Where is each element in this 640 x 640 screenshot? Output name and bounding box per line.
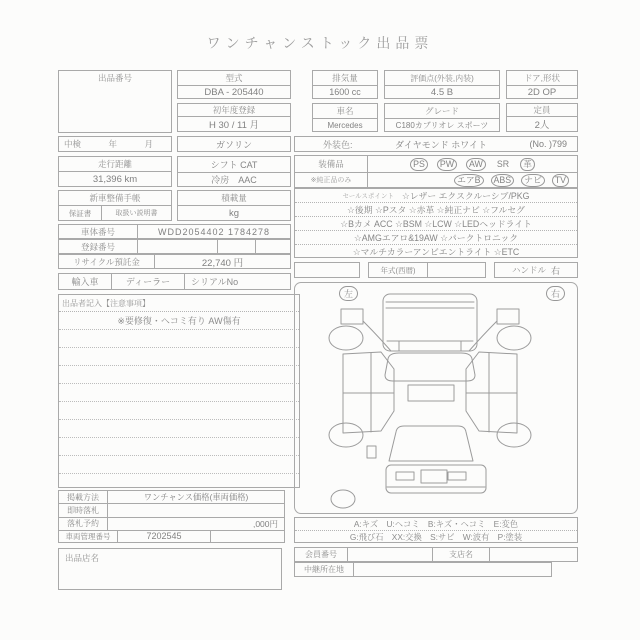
equipment-item-革: 革 [520, 158, 535, 171]
note-line [59, 456, 299, 474]
management-number-label: 車両管理番号 [59, 531, 118, 542]
evaluation-field [384, 70, 500, 99]
diagram-right-marker: 右 [546, 286, 565, 301]
maintenance-book-field [58, 190, 172, 221]
vin-label: 車体番号 [59, 225, 138, 238]
steering-value: 右 [551, 265, 561, 276]
door-shape-label: ドア,形状 [507, 71, 577, 86]
sales-point-line: ☆AMGエアロ&19AW ☆パークトロニック [295, 231, 577, 245]
branch-name-value [490, 548, 577, 561]
inspection-month-label: 月 [144, 139, 153, 149]
seller-notes-line: ※要修復・ヘコミ有り AW傷有 [59, 312, 299, 330]
sales-point-line: ☆後期 ☆Pスタ ☆赤革 ☆純正ナビ ☆フルセグ [295, 203, 577, 217]
model-year-field [368, 262, 486, 278]
management-number-extra-cell [211, 531, 284, 542]
exhibit-number-label: 出品番号 [97, 73, 132, 83]
recycle-deposit-row [58, 254, 291, 269]
load-capacity-field [177, 190, 291, 221]
vin-value: WDD2054402 1784278 [157, 226, 271, 237]
page-title: ワンチャンストック出品票 [206, 35, 434, 51]
grade-field [384, 103, 500, 132]
equipment-item-SR: SR [496, 158, 510, 169]
door-shape-value: 2D OP [527, 86, 557, 98]
model-year-label: 年式(西暦) [369, 263, 428, 277]
windshield [385, 353, 475, 381]
damage-legend-line-1: A:キズ U:ヘコミ B:キズ・ヘコミ E:変色 [295, 518, 577, 531]
registration-cell-3 [256, 240, 290, 253]
member-number-label: 会員番号 [295, 548, 348, 561]
exhibit-number-box [58, 70, 172, 133]
equipment-row-2 [368, 173, 577, 187]
exterior-color-row [294, 136, 578, 152]
note-line [59, 402, 299, 420]
first-registration-field [177, 103, 291, 132]
note-line [59, 366, 299, 384]
model-year-value [428, 263, 485, 277]
instant-bid-value [108, 504, 284, 516]
note-line [59, 384, 299, 402]
shift-ac-field [177, 156, 291, 187]
vin-row [58, 224, 291, 239]
bid-reserve-label: 落札予約 [59, 518, 108, 530]
car-name-field [312, 103, 378, 132]
seller-notes-header: 出品者記入【注意事項】 [59, 295, 299, 312]
sales-point-line-1 [295, 189, 577, 203]
load-capacity-value: kg [228, 207, 240, 219]
damage-legend-line-2: G:飛び石 XX:交換 S:サビ W:波有 P:塗装 [349, 532, 523, 542]
right-mirror [497, 309, 519, 324]
sales-points-box [294, 188, 578, 258]
right-tail-light [448, 472, 466, 480]
steering-field [494, 262, 578, 278]
steering-label: ハンドル [511, 265, 546, 275]
mileage-label: 走行距離 [59, 157, 171, 172]
car-name-value: Mercedes [327, 120, 363, 130]
fuel-value: ガソリン [215, 139, 252, 150]
ac-value: 冷房 AAC [211, 175, 257, 185]
model-code-label: 型式 [178, 71, 290, 86]
registration-cell-1 [138, 240, 218, 253]
mileage-field [58, 156, 172, 187]
rear-panel [386, 465, 486, 493]
model-code-value: DBA - 205440 [204, 86, 264, 98]
note-line [59, 438, 299, 456]
model-code-field [177, 70, 291, 99]
branch-name-label: 支店名 [433, 548, 490, 561]
management-number-value: 7202545 [118, 531, 211, 542]
equipment-item-AW: AW [466, 158, 486, 171]
car-name-label: 車名 [313, 104, 377, 119]
note-line [59, 474, 299, 487]
note-line [59, 330, 299, 348]
recycle-deposit-value: 22,740 円 [201, 257, 244, 269]
manual-label: 取扱い説明書 [115, 210, 158, 217]
year-blank-box [294, 262, 360, 278]
exterior-color-number: (No. )799 [529, 139, 567, 149]
evaluation-value: 4.5 B [430, 86, 454, 98]
front-left-wheel [329, 326, 363, 350]
spare-circle [331, 490, 355, 508]
relay-location-label: 中継所在地 [295, 563, 354, 576]
import-row [58, 273, 291, 290]
equipment-item-PS: PS [410, 158, 428, 171]
listing-method-table [58, 490, 285, 543]
left-mirror [341, 309, 363, 324]
equipment-item-TV: TV [552, 174, 569, 187]
inspection-year-label: 年 [108, 139, 117, 149]
instant-bid-label: 即時落札 [59, 504, 108, 516]
mileage-value: 31,396 km [92, 173, 138, 185]
import-label: 輸入車 [59, 274, 112, 289]
grade-value: C180カブリオレ スポーツ [395, 120, 489, 130]
equipment-item-エアB: エアB [454, 174, 483, 187]
fuel-field [177, 136, 291, 152]
displacement-value: 1600 cc [329, 87, 361, 97]
registration-number-row [58, 239, 291, 254]
inspection-label: 中検 [64, 139, 82, 149]
sales-points-label: セールスポイント [342, 193, 394, 200]
equipment-item-ナビ: ナビ [521, 174, 545, 187]
evaluation-label: 評価点(外装,内装) [385, 71, 499, 86]
capacity-field [506, 103, 578, 132]
equipment-label: 装備品 [295, 156, 367, 173]
sales-point-line: ☆マルチカラーアンビエントライト ☆ETC [352, 247, 520, 257]
displacement-label: 排気量 [313, 71, 377, 86]
grade-label: グレード [385, 104, 499, 119]
rear-right-wheel [497, 423, 531, 447]
dealer-label: ディーラー [112, 274, 185, 289]
exhibitor-name-label: 出品店名 [65, 553, 100, 563]
load-capacity-label: 積載量 [178, 191, 290, 206]
equipment-sublabel: ※純正品のみ [310, 177, 352, 184]
fuel-door [367, 446, 376, 458]
note-line [59, 420, 299, 438]
relay-location-row [294, 562, 552, 577]
license-plate [421, 470, 447, 483]
warranty-label: 保証書 [59, 206, 102, 220]
car-diagram-box [294, 282, 578, 514]
listing-method-value: ワンチャンス価格(車両価格) [143, 492, 249, 503]
note-line [59, 348, 299, 366]
capacity-label: 定員 [507, 104, 577, 117]
cabin-rect [408, 385, 454, 401]
door-shape-field [506, 70, 578, 99]
maintenance-book-label: 新車整備手帳 [59, 191, 171, 206]
exterior-color-value: ダイヤモンド ホワイト [394, 139, 488, 150]
first-registration-label: 初年度登録 [178, 104, 290, 117]
relay-location-value [354, 563, 551, 576]
exhibitor-name-box [58, 548, 282, 590]
left-tail-light [396, 472, 414, 480]
diagram-left-marker: 左 [339, 286, 358, 301]
recycle-deposit-label: リサイクル預託金 [59, 255, 155, 268]
displacement-field [312, 70, 378, 99]
damage-legend-box [294, 517, 578, 543]
exterior-color-label: 外装色: [323, 139, 353, 150]
bid-reserve-value: ,000円 [252, 518, 278, 529]
capacity-value: 2人 [534, 120, 550, 131]
registration-cell-2 [218, 240, 256, 253]
first-registration-value: H 30 / 11 月 [209, 120, 259, 131]
listing-method-label: 掲載方法 [59, 491, 108, 503]
car-expanded-diagram [301, 291, 573, 511]
sales-point-line: ☆Bカメ ACC ☆BSM ☆LCW ☆LEDヘッドライト [295, 217, 577, 231]
equipment-row-1 [368, 156, 577, 173]
inspection-field [58, 136, 172, 152]
member-number-row [294, 547, 578, 562]
trunk-panel [389, 426, 473, 461]
registration-number-label: 登録番号 [59, 240, 138, 253]
rear-left-wheel [329, 423, 363, 447]
shift-value: シフト CAT [178, 157, 290, 173]
equipment-box [294, 155, 578, 188]
front-right-wheel [497, 326, 531, 350]
equipment-item-ABS: ABS [491, 174, 515, 187]
seller-notes-box [58, 294, 300, 488]
serial-no-label: シリアルNo [191, 277, 239, 287]
front-panel [383, 294, 477, 351]
equipment-item-PW: PW [437, 158, 457, 171]
sales-point-line-1-text: ☆レザー エクスクルーシブ/PKG [401, 191, 530, 201]
member-number-value [348, 548, 433, 561]
